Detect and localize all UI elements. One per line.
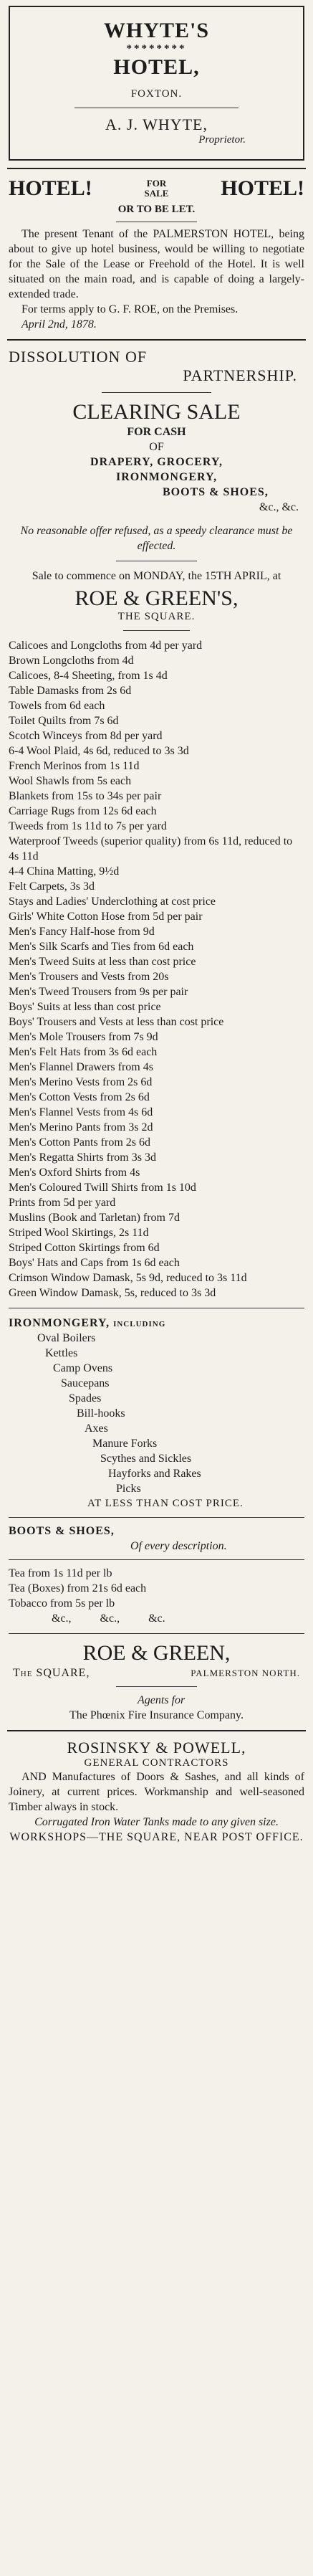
tea-item: Tea (Boxes) from 21s 6d each bbox=[9, 1582, 147, 1594]
price-list-item: Prints from 5d per yard bbox=[9, 1197, 116, 1209]
price-list-item: Calicoes and Longcloths from 4d per yard bbox=[9, 640, 203, 652]
whytes-hotel: HOTEL, bbox=[113, 55, 200, 79]
price-list-item: Striped Cotton Skirtings from 6d bbox=[9, 1242, 160, 1254]
for-sale-label bbox=[145, 179, 169, 199]
etc-line: &c., &c., &c. bbox=[52, 1612, 165, 1625]
divider bbox=[7, 339, 306, 341]
price-list-item: Boys' Suits at less than cost price bbox=[9, 1001, 161, 1013]
price-list-item: Men's Merino Pants from 3s 2d bbox=[9, 1121, 153, 1133]
price-list-item: Men's Regatta Shirts from 3s 3d bbox=[9, 1151, 156, 1164]
price-list-item: 6-4 Wool Plaid, 4s 6d, reduced to 3s 3d bbox=[9, 745, 189, 757]
hotel-sale-body: The present Tenant of the PALMERSTON HOTEL, being about to give up hotel business, would be willing to negotiate for the Sale of the Lease or Freehold of the Hotel. It is well situated on the main road, and is capable of doing a largely-extended trade. bbox=[9, 228, 304, 300]
price-list-item: Men's Tweed Trousers from 9s per pair bbox=[9, 986, 188, 998]
whytes-title: WHYTE'S bbox=[103, 19, 210, 42]
ironmongery-item: Manure Forks bbox=[92, 1437, 158, 1450]
whytes-town: FOXTON. bbox=[130, 88, 183, 100]
divider bbox=[7, 1730, 306, 1731]
ironmongery-item: Picks bbox=[116, 1483, 141, 1495]
price-list-item: Men's Coloured Twill Shirts from 1s 10d bbox=[9, 1182, 196, 1194]
ironmongery-item: Hayforks and Rakes bbox=[108, 1468, 201, 1480]
newspaper-column bbox=[7, 0, 306, 1845]
price-list-item: Men's Silk Scarfs and Ties from 6d each bbox=[9, 941, 194, 953]
ornament-stars: ******** bbox=[126, 43, 187, 54]
ironmongery-item: Saucepans bbox=[61, 1377, 110, 1389]
rosinsky-works: WORKSHOPS—THE SQUARE, NEAR POST OFFICE. bbox=[9, 1831, 304, 1843]
boots-description: Of every description. bbox=[130, 1540, 227, 1552]
palmerston-north: PALMERSTON NORTH. bbox=[191, 1668, 300, 1678]
price-list-item: Men's Cotton Vests from 2s 6d bbox=[9, 1091, 150, 1103]
phoenix-company: The Phœnix Fire Insurance Company. bbox=[69, 1709, 244, 1721]
price-list-item: Blankets from 15s to 34s per pair bbox=[9, 790, 162, 802]
less-than-cost: AT LESS THAN COST PRICE. bbox=[87, 1498, 244, 1509]
price-list-item: Crimson Window Damask, 5s 9d, reduced to 3s 11d bbox=[9, 1272, 247, 1284]
price-list-item: Muslins (Book and Tarletan) from 7d bbox=[9, 1212, 180, 1224]
whytes-proprietor-role: Proprietor. bbox=[198, 134, 246, 146]
hotel-sale-date: April 2nd, 1878. bbox=[21, 318, 97, 331]
price-list-item: Men's Fancy Half-hose from 9d bbox=[9, 926, 155, 938]
price-list-item: Felt Carpets, 3s 3d bbox=[9, 880, 95, 893]
for-label: FOR bbox=[146, 178, 167, 189]
price-list-item: Green Window Damask, 5s, reduced to 3s 3d bbox=[9, 1287, 216, 1299]
price-list-item: Men's Cotton Pants from 2s 6d bbox=[9, 1136, 150, 1149]
ironmongery-list-heading: IRONMONGERY, including bbox=[9, 1317, 166, 1329]
price-list-item: Men's Tweed Suits at less than cost price bbox=[9, 956, 196, 968]
boots-shoes-heading: BOOTS & SHOES, bbox=[163, 486, 269, 498]
rosinsky-role: GENERAL CONTRACTORS bbox=[84, 1757, 229, 1769]
price-list-item: Men's Merino Vests from 2s 6d bbox=[9, 1076, 153, 1088]
tea-item: Tobacco from 5s per lb bbox=[9, 1597, 115, 1610]
price-list-item: Tweeds from 1s 11d to 7s per yard bbox=[9, 820, 167, 832]
price-list-item: Scotch Winceys from 8d per yard bbox=[9, 730, 163, 742]
whytes-hotel-ad bbox=[9, 6, 304, 161]
price-list-item: Toilet Quilts from 7s 6d bbox=[9, 715, 119, 727]
price-list-item: Calicoes, 8-4 Sheeting, from 1s 4d bbox=[9, 670, 168, 682]
ironmongery-item: Oval Boilers bbox=[37, 1332, 96, 1344]
hotel-left-heading: HOTEL! bbox=[9, 176, 92, 200]
etc-heading: &c., &c. bbox=[259, 501, 299, 513]
price-list-item: Men's Oxford Shirts from 4s bbox=[9, 1166, 140, 1179]
price-list-item: Men's Flannel Drawers from 4s bbox=[9, 1061, 153, 1073]
price-list-item: Striped Wool Skirtings, 2s 11d bbox=[9, 1227, 149, 1239]
or-to-be-let: OR TO BE LET. bbox=[117, 204, 196, 215]
ironmongery-heading: IRONMONGERY, bbox=[116, 471, 218, 483]
whytes-proprietor-name: A. J. WHYTE, bbox=[105, 115, 208, 133]
price-list-item: Men's Mole Trousers from 7s 9d bbox=[9, 1031, 158, 1043]
the-square: THE SQUARE. bbox=[117, 611, 196, 622]
sale-label: SALE bbox=[144, 188, 169, 199]
price-list-item: Table Damasks from 2s 6d bbox=[9, 685, 132, 697]
hotel-right-heading: HOTEL! bbox=[221, 176, 304, 200]
ironmongery-item: Kettles bbox=[45, 1347, 78, 1359]
price-list-item: Men's Felt Hats from 3s 6d each bbox=[9, 1046, 158, 1058]
roe-green-firm: ROE & GREEN'S, bbox=[74, 586, 239, 610]
price-list-item: Girls' White Cotton Hose from 5d per pair bbox=[9, 911, 203, 923]
price-list-item: Wool Shawls from 5s each bbox=[9, 775, 132, 787]
price-list-item: Men's Trousers and Vests from 20s bbox=[9, 971, 169, 983]
price-list-item: Men's Flannel Vests from 4s 6d bbox=[9, 1106, 153, 1118]
rosinsky-body: AND Manufactures of Doors & Sashes, and all kinds of Joinery, at current prices. Workmanship and well-seasoned Timber always in stock. bbox=[9, 1771, 304, 1813]
boots-list-heading: BOOTS & SHOES, bbox=[9, 1525, 115, 1537]
price-list-item: Carriage Rugs from 12s 6d each bbox=[9, 805, 157, 817]
dissolution-ad bbox=[9, 348, 304, 1723]
rosinsky-name: ROSINSKY & POWELL, bbox=[67, 1739, 246, 1757]
price-list-item: 4-4 China Matting, 9½d bbox=[9, 865, 120, 878]
price-list-item: Boys' Trousers and Vests at less than cost price bbox=[9, 1016, 224, 1028]
square-address: The SQUARE, bbox=[13, 1667, 90, 1679]
drapery-grocery: DRAPERY, GROCERY, bbox=[90, 456, 223, 468]
price-list-item: Waterproof Tweeds (superior quality) from 6s 11d, reduced to 4s 11d bbox=[9, 835, 293, 862]
ironmongery-item: Bill-hooks bbox=[77, 1407, 125, 1420]
ironmongery-item: Camp Ovens bbox=[53, 1362, 113, 1374]
for-cash: FOR CASH bbox=[127, 426, 186, 438]
ironmongery-item: Axes bbox=[85, 1422, 108, 1435]
price-list-item: Boys' Hats and Caps from 1s 6d each bbox=[9, 1257, 180, 1269]
hotel-sale-terms: For terms apply to G. F. ROE, on the Premises. bbox=[21, 303, 239, 315]
rosinsky-powell-ad bbox=[9, 1739, 304, 1845]
dissolution-line2: PARTNERSHIP. bbox=[183, 366, 297, 384]
ironmongery-item: Spades bbox=[69, 1392, 102, 1405]
ironmongery-list bbox=[9, 1331, 304, 1496]
roe-green-signature: ROE & GREEN, bbox=[82, 1641, 231, 1665]
dissolution-line1: DISSOLUTION OF bbox=[9, 348, 148, 366]
rosinsky-tanks: Corrugated Iron Water Tanks made to any given size. bbox=[34, 1816, 279, 1828]
of-label: OF bbox=[149, 441, 164, 453]
price-list-item: Stays and Ladies' Underclothing at cost price bbox=[9, 895, 216, 908]
tea-item: Tea from 1s 11d per lb bbox=[9, 1567, 112, 1579]
divider bbox=[7, 168, 306, 169]
clearance-notice: No reasonable offer refused, as a speedy clearance must be effected. bbox=[20, 525, 293, 552]
drapery-price-list bbox=[9, 638, 304, 1301]
tea-price-list bbox=[9, 1566, 304, 1611]
hotel-sale-ad bbox=[9, 176, 304, 332]
sale-start: Sale to commence on MONDAY, the 15TH APRIL, at bbox=[32, 570, 281, 582]
price-list-item: French Merinos from 1s 11d bbox=[9, 760, 140, 772]
clearing-sale-title: CLEARING SALE bbox=[72, 400, 241, 424]
price-list-item: Towels from 6d each bbox=[9, 700, 105, 712]
price-list-item: Brown Longcloths from 4d bbox=[9, 655, 134, 667]
ironmongery-item: Scythes and Sickles bbox=[100, 1453, 192, 1465]
agents-for: Agents for bbox=[138, 1694, 186, 1706]
